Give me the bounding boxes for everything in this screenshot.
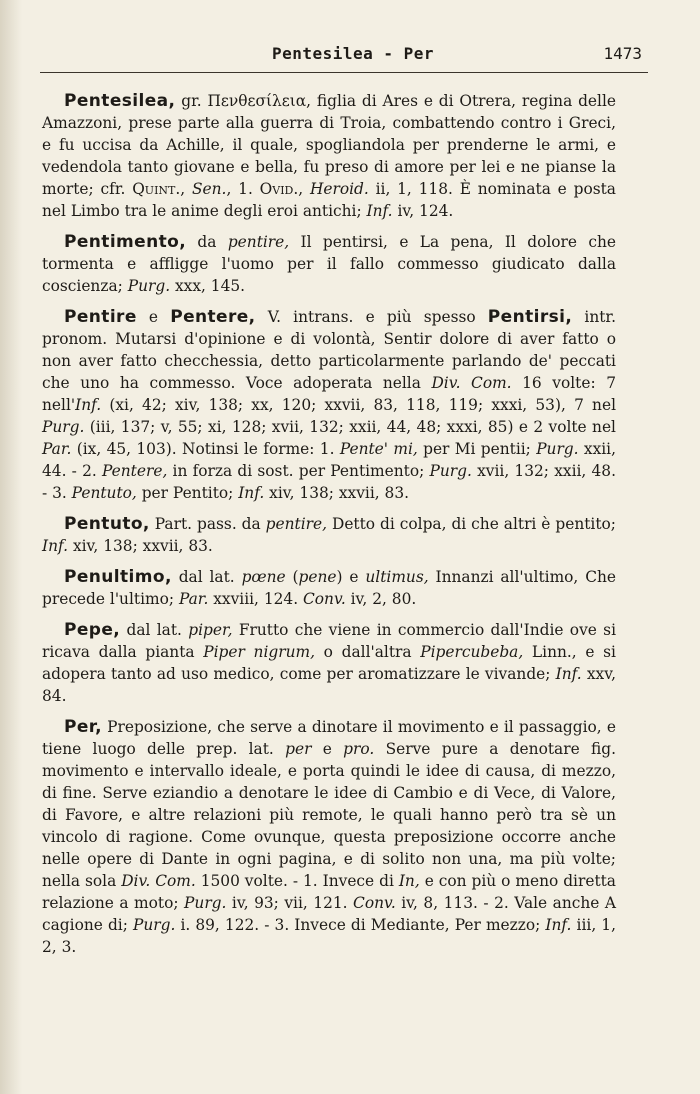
form-variant: Pentuto, — [71, 484, 137, 502]
entry-text: iv, 124. — [392, 202, 454, 220]
entry-text: xiv, 138; xxvii, 83. — [264, 484, 410, 502]
work-ref: Inf. — [555, 665, 582, 683]
entry-text: Preposizione, che serve a dinotare il movimento e il passaggio, e tiene luogo delle prep. lat. — [42, 718, 616, 758]
work-ref: Purg. — [42, 418, 85, 436]
entry-text: xiv, 138; xxvii, 83. — [68, 537, 213, 555]
entry-text: ii, 1, 118. È nominata e posta nel Limbo tra le anime degli eroi antichi; — [42, 180, 616, 220]
form-variant: Pentere, — [102, 462, 168, 480]
entry-text: iv, 2, 80. — [345, 590, 417, 608]
headword: Pentire — [64, 307, 137, 327]
headword: Penultimo, — [64, 567, 172, 587]
work-ref: Purg. — [132, 916, 176, 934]
work-ref: Heroid. — [309, 180, 369, 198]
entry-text: ( — [285, 568, 299, 586]
entry-text: da — [186, 233, 228, 251]
etymon: pro. — [343, 740, 375, 758]
dictionary-body — [42, 90, 616, 967]
entry-per — [42, 716, 616, 958]
entry-text: per Pentito; — [136, 484, 239, 502]
species-name: Piper nigrum, — [203, 643, 315, 661]
entry-text: Innanzi all'ultimo, Che precede l'ultimo; — [42, 568, 616, 608]
entry-text: per Mi pentii; — [417, 440, 537, 458]
entry-text: , — [180, 180, 192, 198]
work-ref: Par. — [178, 590, 209, 608]
entry-text: 1500 volte. - 1. Invece di — [195, 872, 399, 890]
work-ref: Div. Com. — [121, 872, 196, 890]
etymon: pene — [298, 568, 337, 586]
page-header — [64, 44, 642, 70]
entry-text: Frutto che viene in commercio dall'Indie ove si ricava dalla pianta — [42, 621, 617, 661]
entry-penultimo — [42, 566, 616, 610]
running-head: Pentesilea - Per — [271, 44, 435, 63]
entry-text: (iii, 137; v, 55; xi, 128; xvii, 132; xxii, 44, 48; xxxi, 85) e 2 volte nel — [84, 418, 616, 436]
entry-pentuto — [42, 513, 616, 557]
entry-text: ) e — [336, 568, 366, 586]
entry-text: in forza di sost. per Pentimento; — [167, 462, 430, 480]
headword: Per, — [64, 717, 102, 737]
entry-text: xxviii, 124. — [208, 590, 304, 608]
entry-text: xxv, 84. — [42, 665, 616, 705]
entry-text: Part. pass. da — [149, 515, 266, 533]
work-ref: Inf. — [366, 202, 393, 220]
entry-text: xxx, 145. — [170, 277, 246, 295]
author-abbrev: Quint. — [132, 180, 181, 198]
work-ref: Inf. — [238, 484, 265, 502]
work-ref: Purg. — [184, 894, 227, 912]
work-ref: Par. — [42, 440, 72, 458]
headword: Pentimento, — [64, 232, 187, 252]
etymon: pentire, — [227, 233, 290, 251]
entry-text: intr. pronom. Mutarsi d'opinione e di volontà, Sentir dolore di aver fatto o non aver fatto checchessia, detto particolarmente parlando de' peccati che uno ha commesso. Voce adoperata nella — [42, 308, 616, 392]
headword: Pepe, — [64, 620, 121, 640]
entry-text: xxii, 44. - 2. — [42, 440, 616, 480]
etymon: ultimus, — [365, 568, 429, 586]
entry-pentire — [42, 306, 616, 504]
entry-text: Linn., e si adopera tanto ad uso medico, come per aromatizzare le vivande; — [42, 643, 616, 683]
entry-pentesilea — [42, 90, 616, 222]
entry-text: (ix, 45, 103). Notinsi le forme: 1. — [71, 440, 340, 458]
entry-text: V. intrans. e più spesso — [255, 308, 488, 326]
entry-text: o dall'altra — [315, 643, 421, 661]
work-ref: Conv. — [303, 590, 346, 608]
work-ref: Inf. — [75, 396, 102, 414]
entry-text: iv, 8, 113. - 2. Vale anche A cagione di; — [42, 894, 616, 934]
page-number: 1473 — [603, 44, 642, 63]
work-ref: Sen. — [191, 180, 227, 198]
form-variant: Pente' mi, — [339, 440, 418, 458]
work-ref: Purg. — [536, 440, 579, 458]
entry-text: dal lat. — [171, 568, 242, 586]
page-edge-shadow — [0, 0, 22, 1094]
work-ref: Purg. — [127, 277, 171, 295]
entry-text: xvii, 132; xxii, 48. - 3. — [42, 462, 616, 502]
headword: Pentere, — [170, 307, 256, 327]
headword: Pentesilea, — [64, 91, 176, 111]
entry-text: iii, 1, 2, 3. — [42, 916, 616, 956]
author-abbrev: Ovid. — [259, 180, 299, 198]
etymon: pentire, — [265, 515, 328, 533]
work-ref: Conv. — [353, 894, 396, 912]
work-ref: Inf. — [42, 537, 69, 555]
entry-pepe — [42, 619, 616, 707]
work-ref: Purg. — [429, 462, 472, 480]
entry-text: dal lat. — [120, 621, 189, 639]
entry-text: Detto di colpa, di che altri è pentito; — [327, 515, 616, 533]
work-ref: Inf. — [545, 916, 572, 934]
entry-text: Serve pure a denotare fig. movimento e intervallo ideale, e porta quindi le idee di causa, di mezzo, di fine. Serve eziandio a denotare le idee di Cambio e di Vece, di Valore, di Favore, e altre relazioni più remote, le quali hanno però tra sè un vincolo di ragione. Come ovunque, questa preposizione occorre anche nelle opere di Dante in ogni pagina, e di solito non una, ma più volte; nella sola — [42, 740, 616, 890]
entry-text: iv, 93; vii, 121. — [226, 894, 354, 912]
header-rule — [40, 72, 648, 73]
entry-text: e con più o meno diretta relazione a moto; — [42, 872, 616, 912]
entry-text: 16 volte: 7 nell' — [42, 374, 616, 414]
entry-text: e — [311, 740, 344, 758]
entry-text: e — [136, 308, 171, 326]
entry-text: Il pentirsi, e La pena, Il dolore che tormenta e affligge l'uomo per il fallo commesso giudicato dalla coscienza; — [42, 233, 616, 295]
entry-pentimento — [42, 231, 616, 297]
etymon: piper, — [188, 621, 233, 639]
headword: Pentuto, — [64, 514, 150, 534]
species-name: Pipercubeba, — [420, 643, 524, 661]
etymon: per — [285, 740, 312, 758]
entry-text: , 1. — [226, 180, 260, 198]
entry-text: gr. Πενθεσίλεια, figlia di Ares e di Otrera, regina delle Amazzoni, prese parte alla guerra di Troia, combattendo contro i Greci, e fu uccisa da Achille, il quale, spogliandola per prenderne le armi, e vedendola tanto giovane e bella, fu preso di amore per lei e ne pianse la morte; cfr. — [42, 92, 616, 198]
work-ref: Div. Com. — [431, 374, 512, 392]
entry-text: i. 89, 122. - 3. Invece di Mediante, Per mezzo; — [175, 916, 546, 934]
headword: Pentirsi, — [487, 307, 573, 327]
form-variant: In, — [398, 872, 420, 890]
entry-text: (xi, 42; xiv, 138; xx, 120; xxvii, 83, 118, 119; xxxi, 53), 7 nel — [101, 396, 616, 414]
etymon: pœne — [241, 568, 286, 586]
entry-text: , — [298, 180, 310, 198]
